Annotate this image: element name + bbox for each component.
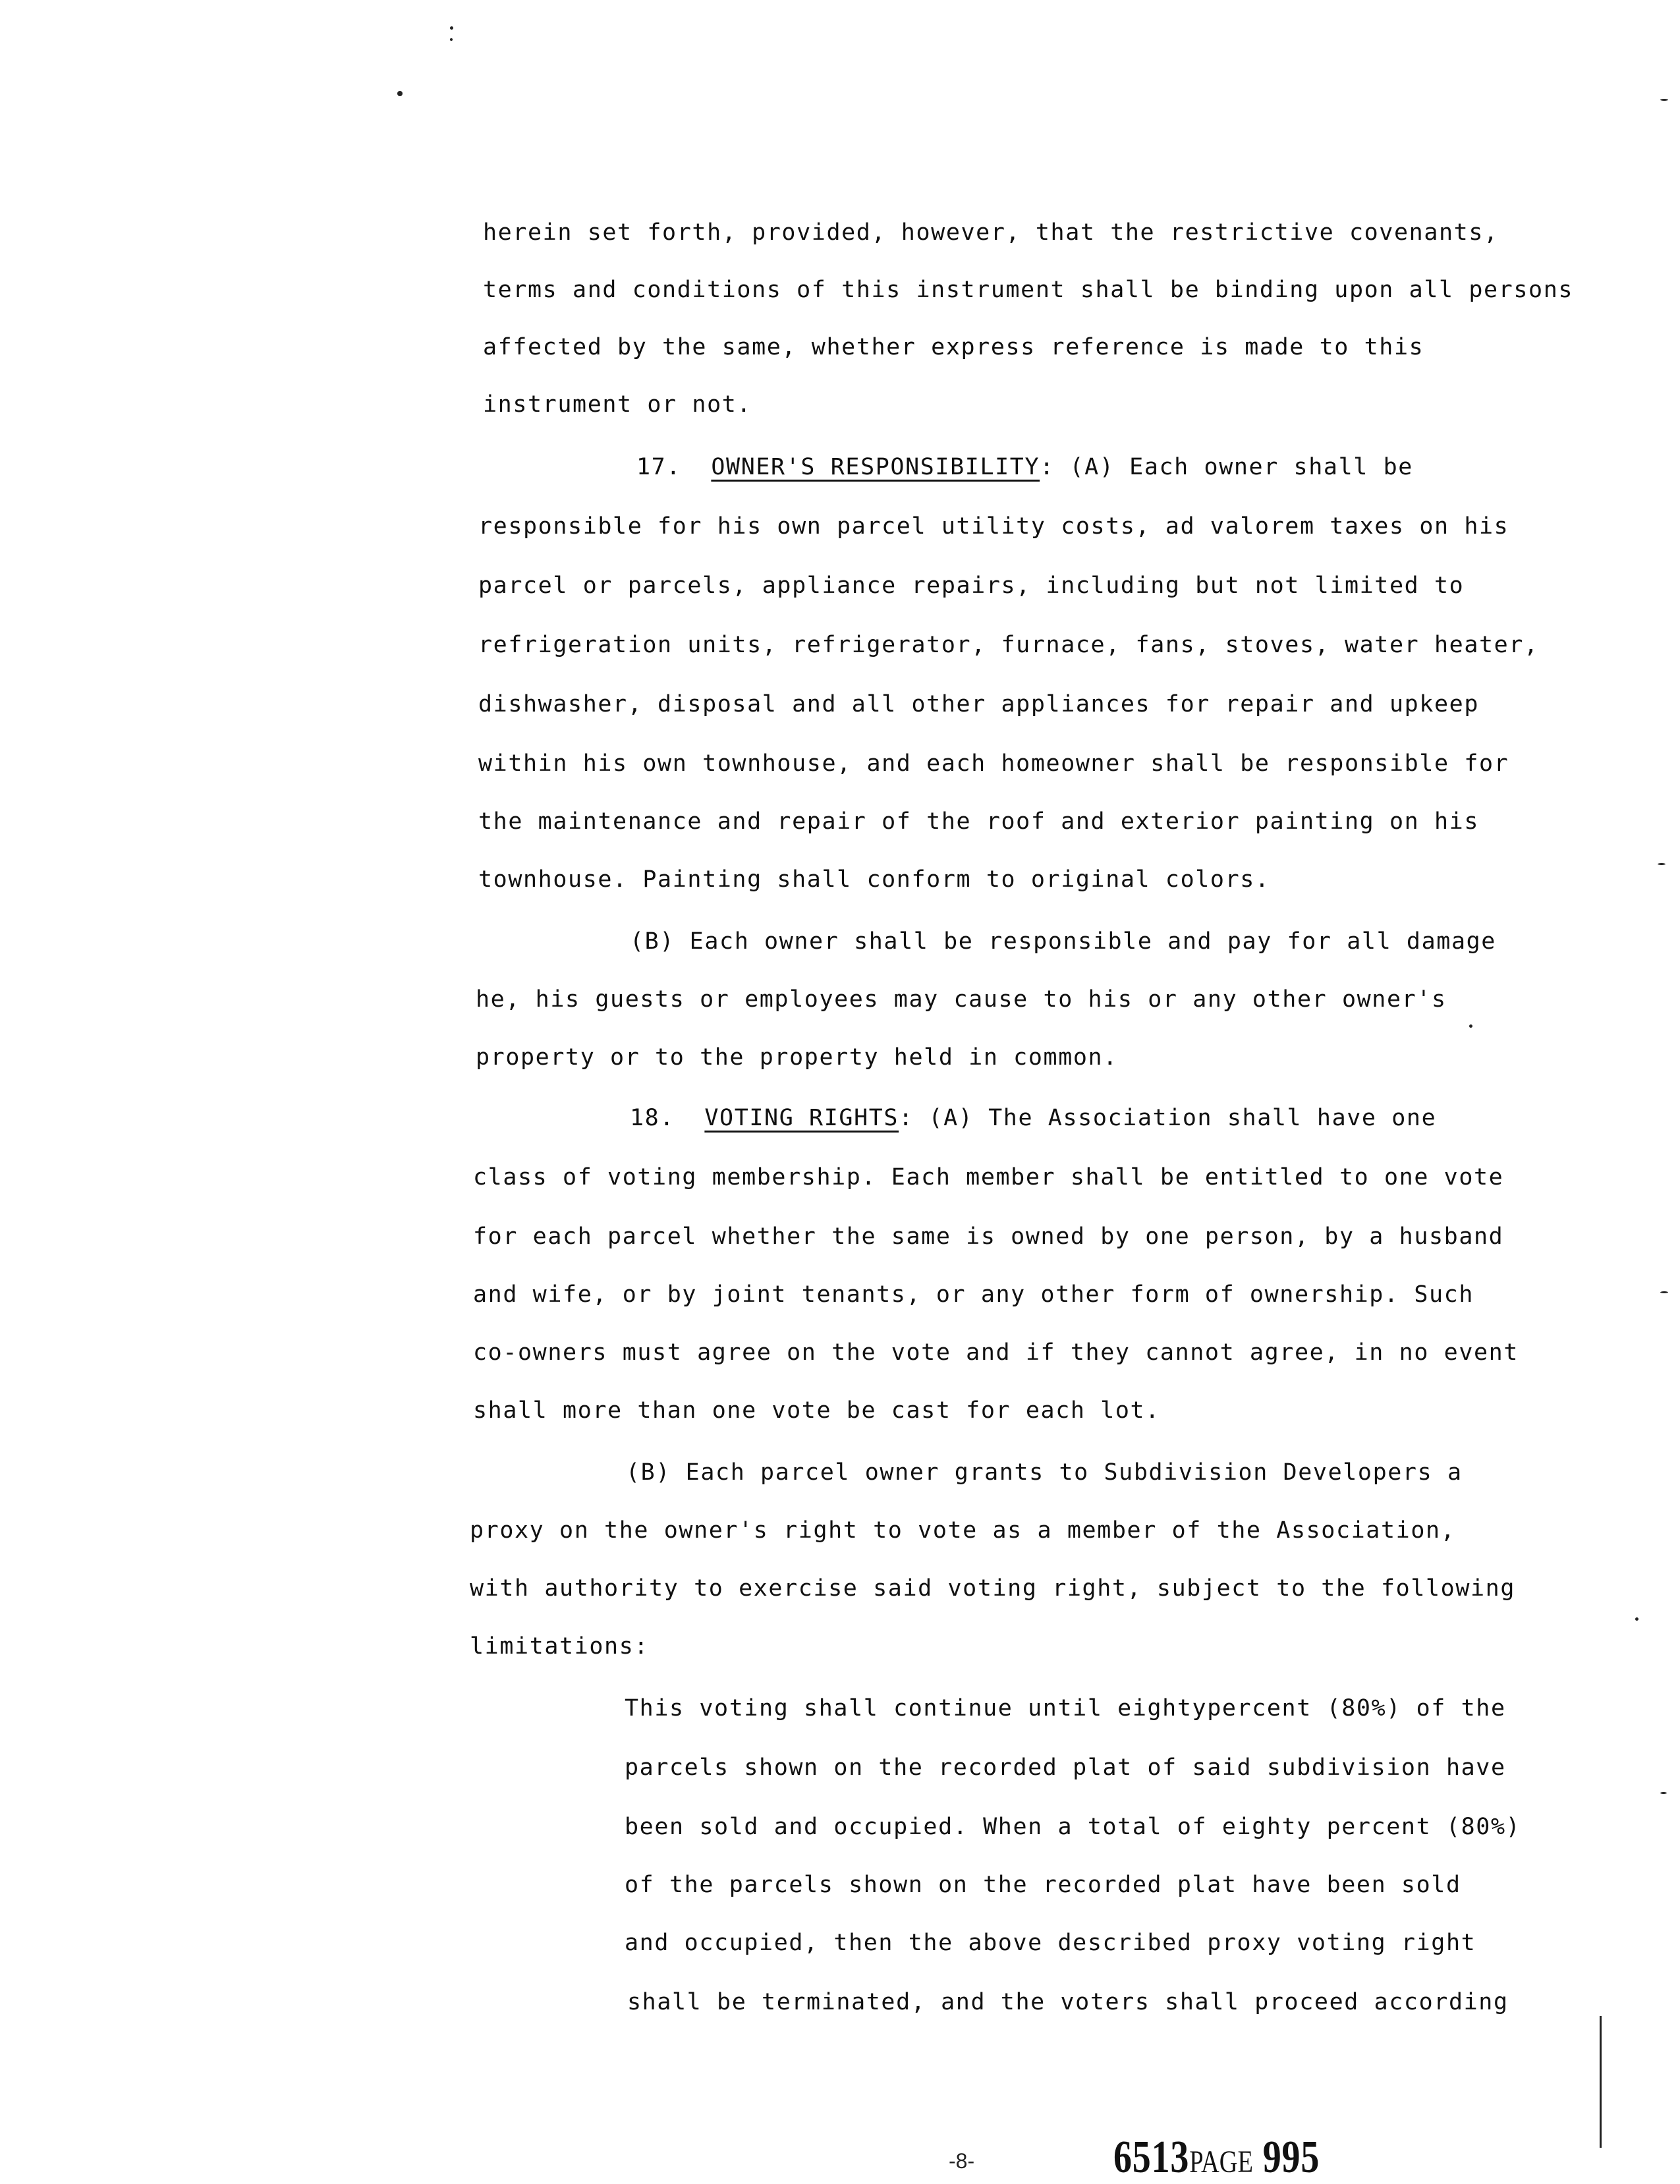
section-heading: VOTING RIGHTS [704, 1105, 899, 1131]
page-number: -8- [949, 2149, 975, 2173]
scan-mark [1658, 863, 1666, 865]
text-line: been sold and occupied. When a total of eighty percent (80%) [625, 1814, 1521, 1840]
scan-mark [1600, 2016, 1602, 2148]
section-number: 18. [630, 1105, 675, 1131]
scan-mark [1469, 1024, 1472, 1028]
book-page-stamp [1113, 2131, 1320, 2184]
text-line: : (A) Each owner shall be [1040, 454, 1413, 480]
text-line: townhouse. Painting shall conform to original colors. [478, 866, 1270, 893]
text-line: and occupied, then the above described proxy voting right [625, 1930, 1476, 1956]
text-line: dishwasher, disposal and all other appliances for repair and upkeep [478, 691, 1480, 717]
text-line: and wife, or by joint tenants, or any other form of ownership. Such [473, 1281, 1474, 1308]
text-line: instrument or not. [483, 391, 752, 418]
text-line: refrigeration units, refrigerator, furnace, fans, stoves, water heater, [478, 632, 1539, 658]
section-17-heading-line [636, 456, 1413, 479]
scan-mark [450, 26, 453, 30]
section-heading: OWNER'S RESPONSIBILITY [711, 454, 1040, 480]
text-line: proxy on the owner's right to vote as a member of the Association, [470, 1517, 1456, 1544]
text-line: shall be terminated, and the voters shall proceed according [627, 1989, 1509, 2015]
scan-mark [1660, 99, 1668, 101]
text-line: co-owners must agree on the vote and if they cannot agree, in no event [473, 1339, 1519, 1366]
text-line: : (A) The Association shall have one [899, 1105, 1437, 1131]
text-line: limitations: [470, 1633, 650, 1660]
text-line: of the parcels shown on the recorded plat have been sold [625, 1872, 1461, 1898]
scan-mark [1660, 1291, 1668, 1293]
scan-mark [397, 91, 403, 96]
book-number: 6513 [1113, 2132, 1190, 2183]
page-label: PAGE [1189, 2144, 1253, 2179]
text-line: This voting shall continue until eightypercent (80%) of the [625, 1695, 1506, 1722]
text-line: (B) Each parcel owner grants to Subdivision Developers a [626, 1459, 1463, 1486]
text-line: property or to the property held in common. [476, 1044, 1118, 1071]
text-line: parcel or parcels, appliance repairs, including but not limited to [478, 573, 1465, 599]
text-line: herein set forth, provided, however, that the restrictive covenants, [483, 219, 1499, 246]
text-line: (B) Each owner shall be responsible and pay for all damage [630, 928, 1496, 955]
text-line: parcels shown on the recorded plat of said subdivision have [625, 1754, 1506, 1781]
section-number: 17. [636, 454, 682, 480]
text-line: with authority to exercise said voting right, subject to the following [470, 1575, 1516, 1602]
scan-mark [1635, 1617, 1638, 1621]
text-line: class of voting membership. Each member shall be entitled to one vote [473, 1164, 1504, 1190]
text-line: terms and conditions of this instrument shall be binding upon all persons [483, 277, 1574, 303]
section-18-heading-line [630, 1107, 1436, 1130]
recorded-page-number: 995 [1262, 2132, 1320, 2183]
text-line: responsible for his own parcel utility costs, ad valorem taxes on his [478, 513, 1509, 540]
text-line: for each parcel whether the same is owned by one person, by a husband [473, 1223, 1504, 1250]
text-line: affected by the same, whether express reference is made to this [483, 334, 1424, 360]
text-line: he, his guests or employees may cause to his or any other owner's [476, 986, 1447, 1013]
scan-mark [450, 38, 453, 41]
scan-mark [1660, 1792, 1667, 1794]
text-line: shall more than one vote be cast for each lot. [473, 1397, 1160, 1424]
text-line: the maintenance and repair of the roof and exterior painting on his [478, 808, 1480, 835]
text-line: within his own townhouse, and each homeowner shall be responsible for [478, 750, 1509, 777]
